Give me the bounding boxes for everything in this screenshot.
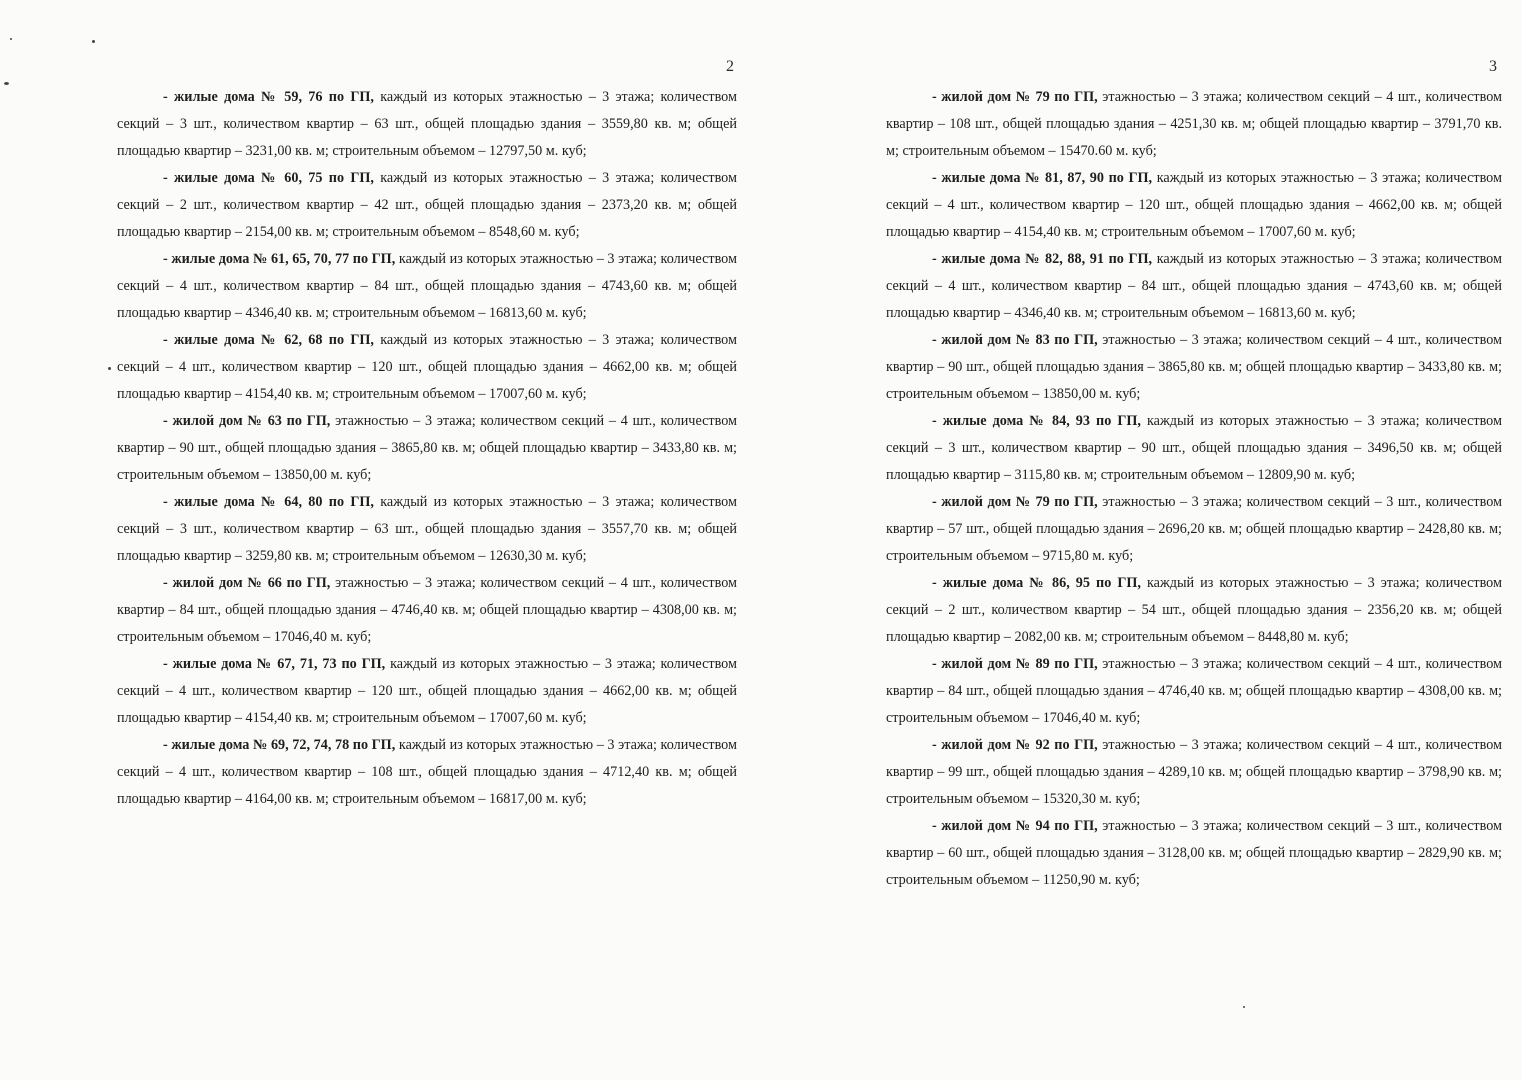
entry-heading: - жилые дома № 59, 76 по ГП, bbox=[163, 89, 374, 105]
entry-heading: - жилые дома № 64, 80 по ГП, bbox=[163, 494, 374, 510]
entry-heading: - жилые дома № 60, 75 по ГП, bbox=[163, 170, 374, 186]
entry-text: каждый из которых этажностью – 3 этажа; количеством секций – 4 шт., количеством квартир – 120 шт., общей площадью здания – 4662,00 кв. м; общей площадью квартир – 4154,40 кв. м; строительным объемом – 17007,60 м. куб; bbox=[117, 332, 737, 402]
scan-speck bbox=[10, 38, 12, 40]
entry bbox=[117, 165, 737, 246]
entry bbox=[117, 489, 737, 570]
entry-heading: - жилой дом № 92 по ГП, bbox=[932, 737, 1098, 753]
entry-heading: - жилой дом № 79 по ГП, bbox=[932, 89, 1098, 105]
entry-text: каждый из которых этажностью – 3 этажа; количеством секций – 4 шт., количеством квартир – 120 шт., общей площадью здания – 4662,00 кв. м; общей площадью квартир – 4154,40 кв. м; строительным объемом – 17007,60 м. куб; bbox=[117, 656, 737, 726]
entry bbox=[886, 651, 1502, 732]
scan-speck bbox=[1243, 1006, 1245, 1008]
entry-text: этажностью – 3 этажа; количеством секций – 4 шт., количеством квартир – 84 шт., общей площадью здания – 4746,40 кв. м; общей площадью квартир – 4308,00 кв. м; строительным объемом – 17046,40 м. куб; bbox=[117, 575, 737, 645]
entry-text: этажностью – 3 этажа; количеством секций – 3 шт., количеством квартир – 57 шт., общей площадью здания – 2696,20 кв. м; общей площадью квартир – 2428,80 кв. м; строительным объемом – 9715,80 м. куб; bbox=[886, 494, 1502, 564]
entry bbox=[117, 570, 737, 651]
entry bbox=[117, 732, 737, 813]
entry-heading: - жилой дом № 94 по ГП, bbox=[932, 818, 1098, 834]
entry bbox=[886, 489, 1502, 570]
scan-speck bbox=[92, 40, 95, 43]
page-body bbox=[117, 84, 737, 813]
entry bbox=[886, 813, 1502, 894]
entry-heading: - жилые дома № 67, 71, 73 по ГП, bbox=[163, 656, 386, 672]
entry bbox=[886, 732, 1502, 813]
page-number: 3 bbox=[1489, 58, 1497, 75]
entry bbox=[117, 327, 737, 408]
scan-speck bbox=[108, 367, 111, 370]
entry-heading: - жилые дома № 62, 68 по ГП, bbox=[163, 332, 374, 348]
entry-text: каждый из которых этажностью – 3 этажа; количеством секций – 2 шт., количеством квартир – 54 шт., общей площадью здания – 2356,20 кв. м; общей площадью квартир – 2082,00 кв. м; строительным объемом – 8448,80 м. куб; bbox=[886, 575, 1502, 645]
entry bbox=[886, 408, 1502, 489]
entry-heading: - жилые дома № 81, 87, 90 по ГП, bbox=[932, 170, 1153, 186]
entry bbox=[117, 408, 737, 489]
entry bbox=[117, 651, 737, 732]
entry-text: каждый из которых этажностью – 3 этажа; количеством секций – 2 шт., количеством квартир – 42 шт., общей площадью здания – 2373,20 кв. м; общей площадью квартир – 2154,00 кв. м; строительным объемом – 8548,60 м. куб; bbox=[117, 170, 737, 240]
entry-text: этажностью – 3 этажа; количеством секций – 4 шт., количеством квартир – 90 шт., общей площадью здания – 3865,80 кв. м; общей площадью квартир – 3433,80 кв. м; строительным объемом – 13850,00 м. куб; bbox=[117, 413, 737, 483]
entry bbox=[886, 84, 1502, 165]
entry-heading: - жилые дома № 69, 72, 74, 78 по ГП, bbox=[163, 737, 396, 753]
page-body bbox=[886, 84, 1502, 894]
entry-heading: - жилые дома № 84, 93 по ГП, bbox=[932, 413, 1141, 429]
entry-heading: - жилой дом № 79 по ГП, bbox=[932, 494, 1098, 510]
entry-text: этажностью – 3 этажа; количеством секций – 3 шт., количеством квартир – 60 шт., общей площадью здания – 3128,00 кв. м; общей площадью квартир – 2829,90 кв. м; строительным объемом – 11250,90 м. куб; bbox=[886, 818, 1502, 888]
entry-heading: - жилые дома № 86, 95 по ГП, bbox=[932, 575, 1141, 591]
scan-speck bbox=[4, 82, 9, 85]
entry bbox=[886, 165, 1502, 246]
entry-text: этажностью – 3 этажа; количеством секций – 4 шт., количеством квартир – 84 шт., общей площадью здания – 4746,40 кв. м; общей площадью квартир – 4308,00 кв. м; строительным объемом – 17046,40 м. куб; bbox=[886, 656, 1502, 726]
entry-text: каждый из которых этажностью – 3 этажа; количеством секций – 4 шт., количеством квартир – 84 шт., общей площадью здания – 4743,60 кв. м; общей площадью квартир – 4346,40 кв. м; строительным объемом – 16813,60 м. куб; bbox=[886, 251, 1502, 321]
entry bbox=[886, 246, 1502, 327]
page-right bbox=[761, 0, 1522, 1080]
entry-text: каждый из которых этажностью – 3 этажа; количеством секций – 4 шт., количеством квартир – 84 шт., общей площадью здания – 4743,60 кв. м; общей площадью квартир – 4346,40 кв. м; строительным объемом – 16813,60 м. куб; bbox=[117, 251, 737, 321]
entry-text: этажностью – 3 этажа; количеством секций – 4 шт., количеством квартир – 99 шт., общей площадью здания – 4289,10 кв. м; общей площадью квартир – 3798,90 кв. м; строительным объемом – 15320,30 м. куб; bbox=[886, 737, 1502, 807]
page-number: 2 bbox=[726, 58, 734, 75]
entry-text: каждый из которых этажностью – 3 этажа; количеством секций – 3 шт., количеством квартир – 63 шт., общей площадью здания – 3559,80 кв. м; общей площадью квартир – 3231,00 кв. м; строительным объемом – 12797,50 м. куб; bbox=[117, 89, 737, 159]
entry-heading: - жилые дома № 82, 88, 91 по ГП, bbox=[932, 251, 1153, 267]
entry-text: каждый из которых этажностью – 3 этажа; количеством секций – 3 шт., количеством квартир – 90 шт., общей площадью здания – 3496,50 кв. м; общей площадью квартир – 3115,80 кв. м; строительным объемом – 12809,90 м. куб; bbox=[886, 413, 1502, 483]
entry-text: этажностью – 3 этажа; количеством секций – 4 шт., количеством квартир – 90 шт., общей площадью здания – 3865,80 кв. м; общей площадью квартир – 3433,80 кв. м; строительным объемом – 13850,00 м. куб; bbox=[886, 332, 1502, 402]
entry-heading: - жилой дом № 63 по ГП, bbox=[163, 413, 331, 429]
entry bbox=[886, 327, 1502, 408]
entry-heading: - жилые дома № 61, 65, 70, 77 по ГП, bbox=[163, 251, 396, 267]
entry-text: каждый из которых этажностью – 3 этажа; количеством секций – 3 шт., количеством квартир – 63 шт., общей площадью здания – 3557,70 кв. м; общей площадью квартир – 3259,80 кв. м; строительным объемом – 12630,30 м. куб; bbox=[117, 494, 737, 564]
entry bbox=[886, 570, 1502, 651]
entry-text: каждый из которых этажностью – 3 этажа; количеством секций – 4 шт., количеством квартир – 108 шт., общей площадью здания – 4712,40 кв. м; общей площадью квартир – 4164,00 кв. м; строительным объемом – 16817,00 м. куб; bbox=[117, 737, 737, 807]
entry bbox=[117, 84, 737, 165]
entry-text: этажностью – 3 этажа; количеством секций – 4 шт., количеством квартир – 108 шт., общей площадью здания – 4251,30 кв. м; общей площадью квартир – 3791,70 кв. м; строительным объемом – 15470.60 м. куб; bbox=[886, 89, 1502, 159]
entry-heading: - жилой дом № 89 по ГП, bbox=[932, 656, 1098, 672]
entry-heading: - жилой дом № 83 по ГП, bbox=[932, 332, 1098, 348]
entry bbox=[117, 246, 737, 327]
entry-text: каждый из которых этажностью – 3 этажа; количеством секций – 4 шт., количеством квартир – 120 шт., общей площадью здания – 4662,00 кв. м; общей площадью квартир – 4154,40 кв. м; строительным объемом – 17007,60 м. куб; bbox=[886, 170, 1502, 240]
entry-heading: - жилой дом № 66 по ГП, bbox=[163, 575, 331, 591]
